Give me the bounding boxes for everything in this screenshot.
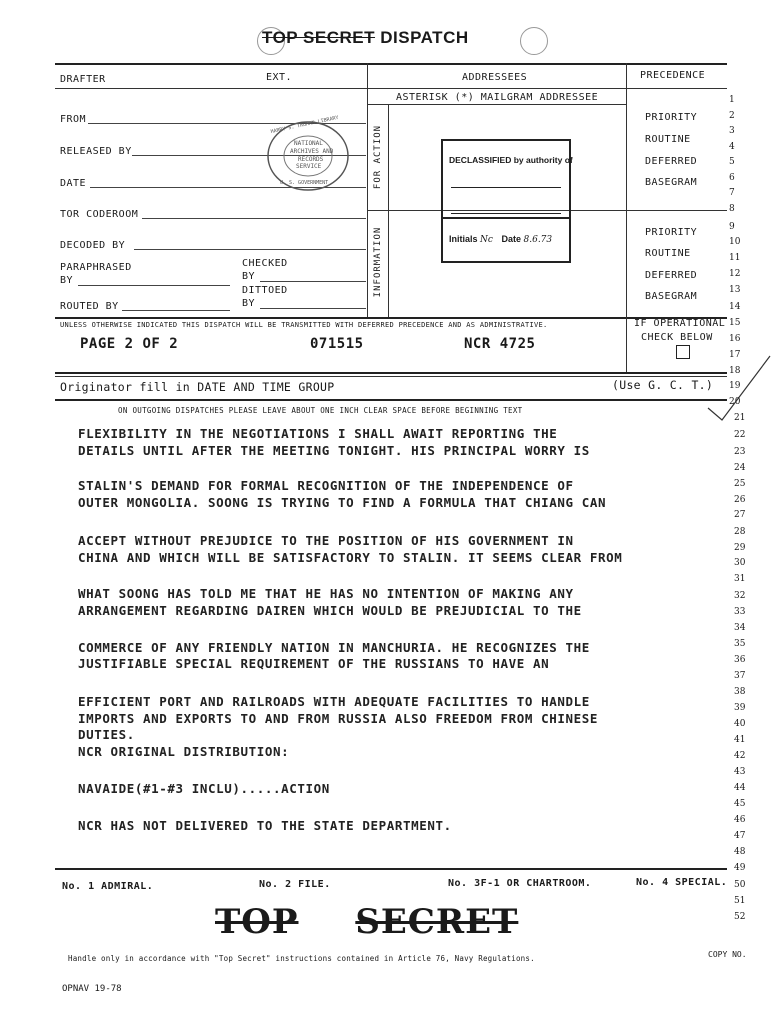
line-number: 16 <box>729 334 741 344</box>
checked-by-label: BY <box>242 271 256 282</box>
line-number: 36 <box>734 655 746 665</box>
line-number: 43 <box>734 767 746 777</box>
line-number: 39 <box>734 703 746 713</box>
initials-value: Nc <box>480 235 493 245</box>
copy-3-chartroom: No. 3F-1 OR CHARTROOM. <box>448 878 592 889</box>
body-line-6: CHINA AND WHICH WILL BE SATISFACTORY TO STALIN. IT SEEMS CLEAR FROM <box>78 550 623 565</box>
body-line-16: NCR HAS NOT DELIVERED TO THE STATE DEPARTMENT. <box>78 818 452 833</box>
body-line-14: NCR ORIGINAL DISTRIBUTION: <box>78 744 290 759</box>
body-line-4: OUTER MONGOLIA. SOONG IS TRYING TO FIND A FORMULA THAT CHIANG CAN <box>78 495 607 510</box>
line-number: 8 <box>729 204 735 214</box>
routed-by-label: ROUTED BY <box>60 301 119 312</box>
decoded-by-label: DECODED BY <box>60 240 126 251</box>
line-number: 34 <box>734 623 746 633</box>
declassified-title: DECLASSIFIED by authority of <box>449 155 573 165</box>
handle-note: Handle only in accordance with "Top Secret" instructions contained in Article 76, Navy Regulations. <box>68 954 535 963</box>
precedence-label: PRECEDENCE <box>640 70 706 81</box>
paraphrased-label: PARAPHRASED <box>60 262 132 273</box>
punch-hole-right <box>520 27 548 55</box>
line-number: 28 <box>734 527 746 537</box>
line-number: 47 <box>734 831 746 841</box>
body-line-5: ACCEPT WITHOUT PREJUDICE TO THE POSITION OF HIS GOVERNMENT IN <box>78 533 574 548</box>
prec-action-deferred: DEFERRED <box>645 156 698 167</box>
line-number: 23 <box>734 447 746 457</box>
operational-checkbox[interactable] <box>676 345 690 359</box>
line-number: 9 <box>729 222 735 232</box>
line-number: 14 <box>729 302 741 312</box>
paraphrased-by-label: BY <box>60 275 74 286</box>
library-stamp <box>266 114 350 192</box>
body-line-12: IMPORTS AND EXPORTS TO AND FROM RUSSIA ALSO FREEDOM FROM CHINESE <box>78 711 599 726</box>
initials-label: Initials <box>449 234 478 244</box>
outgoing-note: ON OUTGOING DISPATCHES PLEASE LEAVE ABOUT ONE INCH CLEAR SPACE BEFORE BEGINNING TEXT <box>118 406 523 415</box>
prec-info-deferred: DEFERRED <box>645 270 698 281</box>
line-number: 29 <box>734 543 746 553</box>
page-number: PAGE 2 OF 2 <box>80 336 179 352</box>
dittoed-label: DITTOED <box>242 285 288 296</box>
line-number: 12 <box>729 269 741 279</box>
line-number: 18 <box>729 366 741 376</box>
line-number: 20 <box>729 397 741 407</box>
body-line-9: COMMERCE OF ANY FRIENDLY NATION IN MANCHURIA. HE RECOGNIZES THE <box>78 640 590 655</box>
line-number: 48 <box>734 847 746 857</box>
line-number: 42 <box>734 751 746 761</box>
stamp-top: TOP <box>215 902 299 942</box>
line-number: 35 <box>734 639 746 649</box>
line-number: 37 <box>734 671 746 681</box>
information-label: INFORMATION <box>373 226 383 298</box>
stamp-line-5: SERVICE <box>296 163 322 170</box>
line-number: 31 <box>734 574 746 584</box>
line-number: 1 <box>729 95 735 105</box>
line-number: 27 <box>734 510 746 520</box>
transmit-note: UNLESS OTHERWISE INDICATED THIS DISPATCH WILL BE TRANSMITTED WITH DEFERRED PRECEDENCE AND AS ADMINISTRATIVE. <box>60 321 548 329</box>
released-by-label: RELEASED BY <box>60 146 132 157</box>
drafter-label: DRAFTER <box>60 74 106 85</box>
line-number: 22 <box>734 430 746 440</box>
date-stamp-label: Date <box>501 234 521 244</box>
stamp-line-3: ARCHIVES AND <box>290 148 334 155</box>
line-number: 19 <box>729 381 741 391</box>
for-action-label: FOR ACTION <box>373 124 383 190</box>
check-below-label: CHECK BELOW <box>641 332 713 343</box>
line-number: 24 <box>734 463 746 473</box>
date-stamp-value: 8.6.73 <box>523 235 553 245</box>
dittoed-by-label: BY <box>242 298 256 309</box>
tor-coderoom-label: TOR CODEROOM <box>60 209 139 220</box>
line-number: 17 <box>729 350 741 360</box>
line-number: 30 <box>734 558 746 568</box>
stamp-line-2: NATIONAL <box>294 140 323 147</box>
prec-action-basegram: BASEGRAM <box>645 177 698 188</box>
line-number: 52 <box>734 912 746 922</box>
stamp-secret: SECRET <box>355 902 519 942</box>
stamp-line-6: U. S. GOVERNMENT <box>280 180 329 186</box>
line-number: 13 <box>729 285 741 295</box>
from-label: FROM <box>60 114 87 125</box>
addressees-label: ADDRESSEES <box>462 72 528 83</box>
body-line-13: DUTIES. <box>78 727 135 742</box>
line-number: 5 <box>729 157 735 167</box>
line-number: 32 <box>734 591 746 601</box>
use-gct-label: (Use G. C. T.) <box>612 378 714 392</box>
body-line-7: WHAT SOONG HAS TOLD ME THAT HE HAS NO INTENTION OF MAKING ANY <box>78 586 574 601</box>
line-number: 21 <box>734 413 746 423</box>
body-line-15: NAVAIDE(#1-#3 INCLU).....ACTION <box>78 781 330 796</box>
prec-info-routine: ROUTINE <box>645 248 691 259</box>
line-number: 41 <box>734 735 746 745</box>
line-number: 46 <box>734 815 746 825</box>
line-number: 45 <box>734 799 746 809</box>
stamp-line-1: HARRY S. TRUMAN LIBRARY <box>270 114 340 136</box>
line-number: 49 <box>734 863 746 873</box>
copy-4-special: No. 4 SPECIAL. <box>636 877 728 888</box>
stamp-line-4: RECORDS <box>298 156 324 163</box>
declassified-initials <box>449 234 552 245</box>
ncr-number: NCR 4725 <box>464 336 536 352</box>
page-title <box>262 28 469 48</box>
line-number: 25 <box>734 479 746 489</box>
checked-label: CHECKED <box>242 258 288 269</box>
line-number: 15 <box>729 318 741 328</box>
line-number: 38 <box>734 687 746 697</box>
line-number: 11 <box>729 253 741 263</box>
line-number: 10 <box>729 237 741 247</box>
body-line-11: EFFICIENT PORT AND RAILROADS WITH ADEQUATE FACILITIES TO HANDLE <box>78 694 590 709</box>
prec-action-priority: PRIORITY <box>645 112 698 123</box>
body-line-2: DETAILS UNTIL AFTER THE MEETING TONIGHT. HIS PRINCIPAL WORRY IS <box>78 443 590 458</box>
body-line-8: ARRANGEMENT REGARDING DAIREN WHICH WOULD BE PREJUDICIAL TO THE <box>78 603 582 618</box>
date-label: DATE <box>60 178 87 189</box>
line-number: 40 <box>734 719 746 729</box>
asterisk-note: ASTERISK (*) MAILGRAM ADDRESSEE <box>396 92 599 103</box>
body-line-10: JUSTIFIABLE SPECIAL REQUIREMENT OF THE RUSSIANS TO HAVE AN <box>78 656 550 671</box>
line-number: 26 <box>734 495 746 505</box>
line-number: 44 <box>734 783 746 793</box>
copy-2-file: No. 2 FILE. <box>259 879 331 890</box>
top-secret-stamp <box>215 902 518 942</box>
prec-action-routine: ROUTINE <box>645 134 691 145</box>
line-number: 50 <box>734 880 746 890</box>
prec-info-priority: PRIORITY <box>645 227 698 238</box>
copy-1-admiral: No. 1 ADMIRAL. <box>62 881 154 892</box>
line-number: 4 <box>729 142 735 152</box>
declassified-stamp <box>441 139 571 263</box>
prec-info-basegram: BASEGRAM <box>645 291 698 302</box>
line-number: 7 <box>729 188 735 198</box>
ext-label: EXT. <box>266 72 293 83</box>
body-line-1: FLEXIBILITY IN THE NEGOTIATIONS I SHALL AWAIT REPORTING THE <box>78 426 558 441</box>
body-line-3: STALIN'S DEMAND FOR FORMAL RECOGNITION OF THE INDEPENDENCE OF <box>78 478 574 493</box>
if-operational-label: IF OPERATIONAL <box>634 318 726 329</box>
originator-label: Originator fill in DATE AND TIME GROUP <box>60 380 335 394</box>
copy-no-label: COPY NO. <box>708 950 747 959</box>
title-struck: TOP SECRET <box>262 28 376 47</box>
title-dispatch: DISPATCH <box>380 28 469 47</box>
line-number: 3 <box>729 126 735 136</box>
date-time-group: 071515 <box>310 336 364 352</box>
line-number: 6 <box>729 173 735 183</box>
line-number: 33 <box>734 607 746 617</box>
form-number: OPNAV 19-78 <box>62 984 122 994</box>
line-number: 51 <box>734 896 746 906</box>
line-number: 2 <box>729 111 735 121</box>
